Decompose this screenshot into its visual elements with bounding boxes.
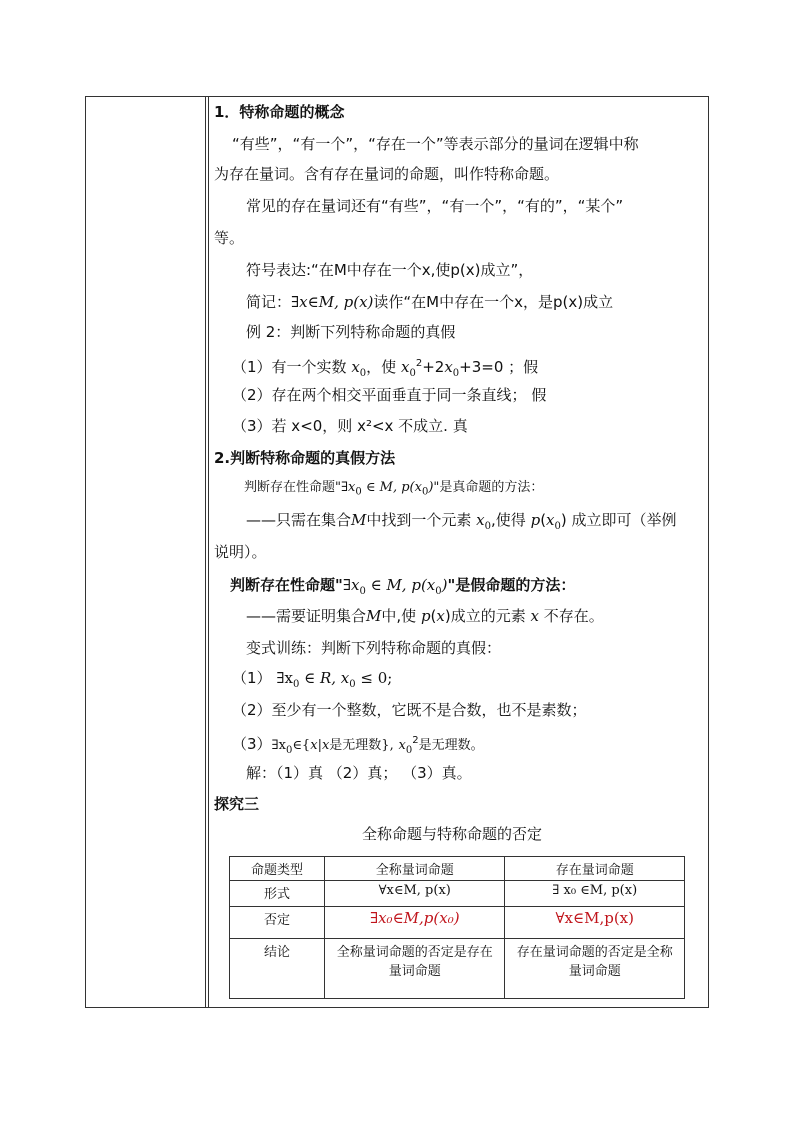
m4-text-c: 成立的元素 xyxy=(450,607,526,625)
notation-formula: ∃x∈M, p(x) xyxy=(291,293,374,311)
method-true-line1: ——只需在集合M中找到一个元素 $x_0$,使得 $p(x_0)$ 成立即可（举例 xyxy=(246,511,677,532)
table-header-type: 命题类型 xyxy=(230,857,325,881)
example-item-3: （3）若 x<0，则 x²<x 不成立. 真 xyxy=(232,417,468,435)
table-conclusion-universal: 全称量词命题的否定是存在量词命题 xyxy=(325,939,505,999)
table-negation-label: 否定 xyxy=(230,907,325,939)
table-row-negation xyxy=(230,907,685,939)
paragraph1-line2: 为存在量词。含有存在量词的命题，叫作特称命题。 xyxy=(214,165,560,183)
m2-text-a: ——只需在集合 xyxy=(246,511,352,529)
section2-title: 2.判断特称命题的真假方法 xyxy=(214,449,396,467)
table-row-conclusion xyxy=(230,939,685,999)
v3-label: （3） xyxy=(232,735,272,753)
m1-text-b: "是真命题的方法： xyxy=(433,480,544,495)
method-false-title: 判断存在性命题"$\exists x_0$ ∈ M, $p(x_0)$"是假命题的方法： xyxy=(230,576,576,597)
ex1-text-a: （1）有一个实数 xyxy=(232,358,347,376)
m4-text-d: 不存在。 xyxy=(543,607,604,625)
m4-text-b: 中,使 xyxy=(381,607,417,625)
column-divider-inner xyxy=(208,96,209,1008)
symbol-expression: 符号表达:“在M中存在一个x,使p(x)成立”， xyxy=(246,261,534,279)
method-true-line2: 说明）。 xyxy=(214,543,267,561)
ex1-text-c: ；假 xyxy=(508,358,539,376)
variant-item-1: （1） $\exists x_0$ ∈ R, $x_0 \le 0$; xyxy=(232,669,393,690)
table-negation-existential: ∀x∈M,p(x) xyxy=(505,907,685,939)
column-divider xyxy=(205,96,206,1008)
variant-item-2: （2）至少有一个整数，它既不是合数，也不是素数； xyxy=(232,701,587,719)
paragraph2-line2: 等。 xyxy=(214,229,245,247)
table-header-existential: 存在量词命题 xyxy=(505,857,685,881)
m3-text-b: "是假命题的方法： xyxy=(447,576,576,594)
table-header-row xyxy=(230,857,685,881)
table-form-label: 形式 xyxy=(230,881,325,907)
m4-text-a: ——需要证明集合 xyxy=(246,607,367,625)
method-false-line: ——需要证明集合M中,使 p(x)成立的元素 x 不存在。 xyxy=(246,607,604,625)
example-title: 例 2：判断下列特称命题的真假 xyxy=(246,323,456,341)
notation-prefix: 简记： xyxy=(246,293,292,311)
m3-text-a: 判断存在性命题" xyxy=(230,576,343,594)
notation-line xyxy=(246,292,613,312)
m1-text-a: 判断存在性命题" xyxy=(244,480,341,495)
variant-item-3: $(3)\exists x_0\in\{x|x$是无理数}, $x_0^2$是无理数。 xyxy=(232,735,484,756)
negation-table xyxy=(229,856,685,999)
method-true-title: 判断存在性命题"$\exists x_0$ ∈ M, $p(x_0)$"是真命题的方法： xyxy=(244,480,544,498)
section1-title: 1．特称命题的概念 xyxy=(214,103,345,121)
table-conclusion-label: 结论 xyxy=(230,939,325,999)
m2-text-b: 中找到一个元素 xyxy=(366,511,472,529)
table-form-existential: ∃ x₀ ∈M, p(x) xyxy=(505,881,685,907)
m2-text-c: ,使得 xyxy=(491,511,526,529)
table-title: 全称命题与特称命题的否定 xyxy=(362,825,543,843)
v1-label: （1） xyxy=(232,669,272,687)
answer-line: 解：（1）真 （2）真； （3）真。 xyxy=(246,764,472,782)
ex1-text-b: ，使 xyxy=(366,358,397,376)
table-negation-universal: ∃x₀∈M,p(x₀) xyxy=(325,907,505,939)
table-header-universal: 全称量词命题 xyxy=(325,857,505,881)
v3-text-b: 是无理数。 xyxy=(418,738,484,753)
example-item-1: （1）有一个实数 $x_0$，使 $x_0^2+2x_0+3=0$ ；假 xyxy=(232,358,539,379)
example-item-2: （2）存在两个相交平面垂直于同一条直线； 假 xyxy=(232,386,547,404)
section3-title: 探究三 xyxy=(214,795,260,813)
variant-title: 变式训练：判断下列特称命题的真假： xyxy=(246,639,502,657)
m2-text-d: 成立即可（举例 xyxy=(571,511,677,529)
table-conclusion-existential: 存在量词命题的否定是全称量词命题 xyxy=(505,939,685,999)
v3-text-a: 是无理数}, xyxy=(329,738,394,753)
table-row-form xyxy=(230,881,685,907)
paragraph2-line1: 常见的存在量词还有“有些”，“有一个”，“有的”，“某个” xyxy=(246,197,624,215)
table-form-universal: ∀x∈M, p(x) xyxy=(325,881,505,907)
paragraph1-line1: “有些”，“有一个”，“存在一个”等表示部分的量词在逻辑中称 xyxy=(232,135,639,153)
notation-suffix: 读作“在M中存在一个x，是p(x)成立 xyxy=(373,293,614,311)
